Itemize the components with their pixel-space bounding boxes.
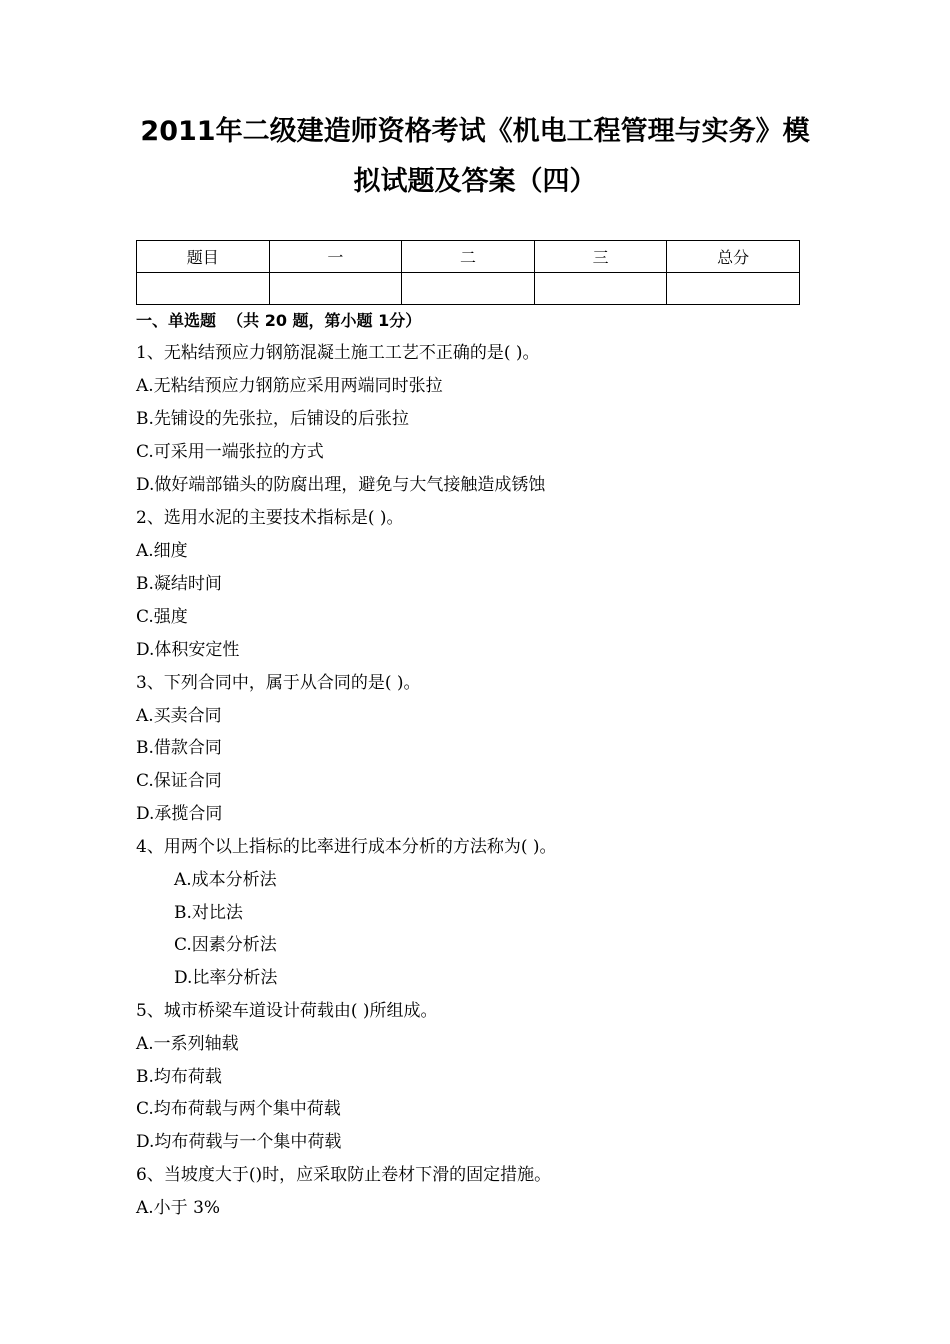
score-table-header-row: [137, 241, 800, 273]
question-stem: 5、城市桥梁车道设计荷载由( )所组成。: [136, 1001, 438, 1021]
score-value-cell: [402, 273, 535, 305]
question-option: C.可采用一端张拉的方式: [136, 442, 324, 462]
question-option: A.细度: [136, 541, 188, 561]
question-option: D.承揽合同: [136, 804, 223, 824]
score-header-cell: 题目: [137, 241, 270, 273]
question-option: B.先铺设的先张拉，后铺设的后张拉: [136, 409, 409, 429]
score-value-cell: [667, 273, 800, 305]
question-option: C.因素分析法: [174, 935, 277, 955]
question-option: D.做好端部锚头的防腐出理，避免与大气接触造成锈蚀: [136, 475, 546, 495]
document-title-line-2: 拟试题及答案（四）: [353, 166, 597, 197]
document-title-line-1: 2011年二级建造师资格考试《机电工程管理与实务》模: [140, 116, 810, 147]
score-header-cell: 三: [534, 241, 667, 273]
question-stem: 6、当坡度大于()时，应采取防止卷材下滑的固定措施。: [136, 1165, 552, 1185]
question-option: A.无粘结预应力钢筋应采用两端同时张拉: [136, 376, 443, 396]
section-heading: 一、单选题 （共 20 题，第小题 1分）: [136, 311, 422, 330]
question-stem: 2、选用水泥的主要技术指标是( )。: [136, 508, 404, 528]
score-value-cell: [137, 273, 270, 305]
score-header-cell: 一: [269, 241, 402, 273]
question-option: C.均布荷载与两个集中荷载: [136, 1099, 341, 1119]
question-stem: 4、用两个以上指标的比率进行成本分析的方法称为( )。: [136, 837, 557, 857]
score-header-cell: 二: [402, 241, 535, 273]
score-value-cell: [269, 273, 402, 305]
question-option: B.凝结时间: [136, 574, 222, 594]
question-option: B.借款合同: [136, 738, 222, 758]
score-value-cell: [534, 273, 667, 305]
question-option: B.对比法: [174, 903, 243, 923]
question-option: D.比率分析法: [174, 968, 278, 988]
question-option: A.成本分析法: [174, 870, 277, 890]
question-option: A.小于 3%: [136, 1198, 221, 1218]
question-stem: 3、下列合同中，属于从合同的是( )。: [136, 673, 421, 693]
question-option: C.保证合同: [136, 771, 222, 791]
score-table: [136, 240, 800, 305]
question-option: A.买卖合同: [136, 706, 222, 726]
question-option: B.均布荷载: [136, 1067, 222, 1087]
question-stem: 1、无粘结预应力钢筋混凝土施工工艺不正确的是( )。: [136, 343, 540, 363]
question-option: D.均布荷载与一个集中荷载: [136, 1132, 342, 1152]
question-option: A.一系列轴载: [136, 1034, 239, 1054]
score-table-value-row: [137, 273, 800, 305]
question-option: D.体积安定性: [136, 640, 240, 660]
question-option: C.强度: [136, 607, 188, 627]
score-header-cell: 总分: [667, 241, 800, 273]
